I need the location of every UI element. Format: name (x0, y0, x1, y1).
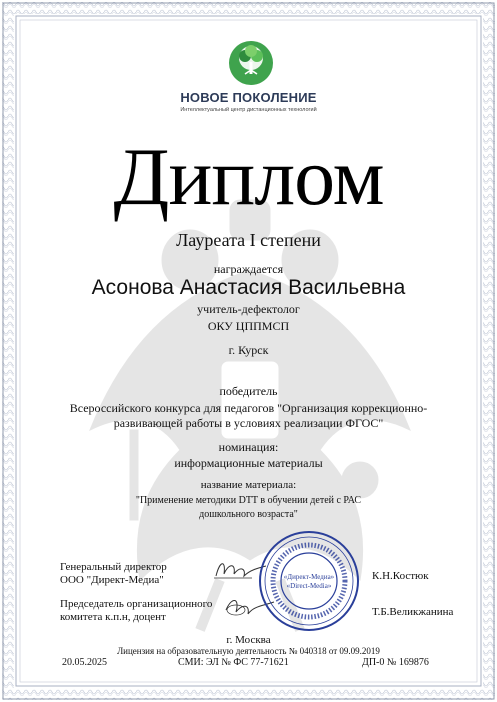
diploma-title: Диплом (113, 131, 384, 222)
chair-name: Т.Б.Великжанина (372, 606, 454, 618)
brand-name: НОВОЕ ПОКОЛЕНИЕ (180, 90, 317, 105)
director-title-line-1: Генеральный директор (60, 561, 167, 573)
material-label: название материала: (200, 479, 297, 491)
contest-name: Всероссийского конкурса для педагогов "Организация коррекционно-развивающей работы в условиях реализации ФГОС" (69, 401, 428, 430)
chair-title (60, 598, 212, 624)
stamp-inner-line-1: «Директ-Медиа» (283, 573, 335, 581)
organization-stamp (258, 530, 360, 632)
recipient-organization: ОКУ ЦППМСП (207, 319, 290, 333)
director-title-line-2: ООО "Директ-Медиа" (60, 574, 164, 586)
nomination-label: номинация: (218, 440, 279, 454)
recipient-position: учитель-дефектолог (197, 302, 300, 316)
chair-title-line-1: Председатель организационного (60, 598, 213, 610)
winner-label: победитель (219, 384, 278, 398)
tree-logo-icon (228, 40, 274, 86)
material-title: "Применение методики DTT в обучении детей с РАС дошкольного возраста" (135, 495, 362, 520)
diploma-degree: Лауреата I степени (176, 230, 321, 250)
brand-tagline: Интеллектуальный центр дистанционных технологий (180, 107, 317, 113)
director-name: К.Н.Костюк (372, 570, 429, 582)
diploma-number: ДП-0 № 169876 (362, 657, 429, 668)
awarded-label: награждается (213, 262, 284, 276)
recipient-name: Асонова Анастасия Васильевна (91, 276, 406, 299)
stamp-inner-line-2: «Direct-Media» (286, 582, 332, 590)
recipient-city: г. Курск (228, 343, 269, 357)
director-title (60, 561, 167, 587)
chair-title-line-2: комитета к.п.н, доцент (60, 611, 166, 623)
issue-date: 20.05.2025 (62, 657, 107, 668)
nomination-value: информационные материалы (174, 456, 323, 470)
footer-city: г. Москва (226, 634, 271, 646)
license-text: Лицензия на образовательную деятельность № 040318 от 09.09.2019 (117, 646, 380, 656)
smi-registration: СМИ: ЭЛ № ФС 77-71621 (178, 657, 289, 668)
